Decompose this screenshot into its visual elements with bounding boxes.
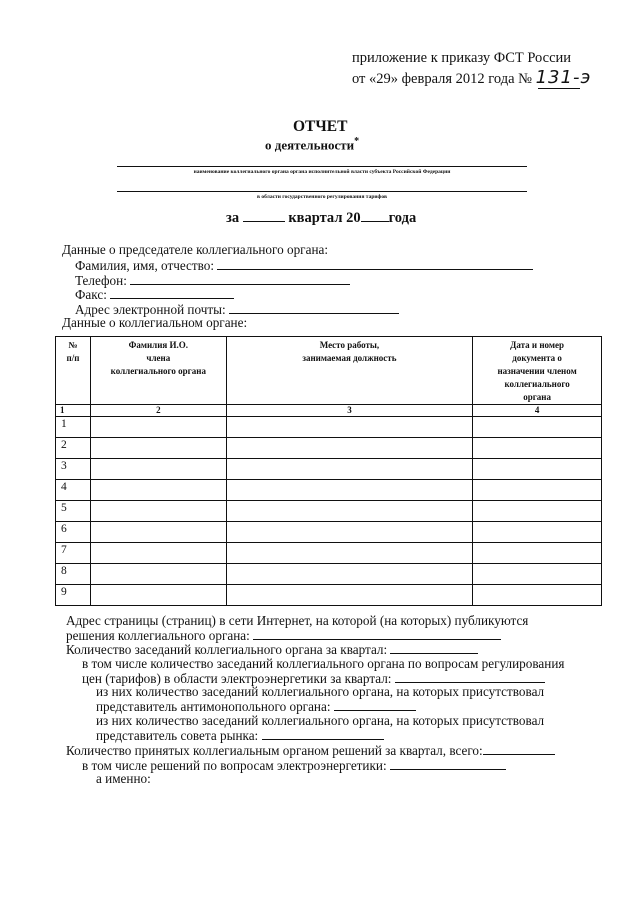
member-name-cell[interactable] <box>90 585 226 606</box>
table-row <box>56 543 602 564</box>
chairman-heading: Данные о председателе коллегиального органа: <box>62 242 329 257</box>
member-name-cell[interactable] <box>90 438 226 459</box>
column-number: 4 <box>473 405 602 417</box>
workplace-cell[interactable] <box>226 501 472 522</box>
appointment-cell[interactable] <box>473 522 602 543</box>
order-date: от «29» февраля 2012 года № <box>352 71 532 87</box>
body-heading: Данные о коллегиальном органе: <box>62 315 248 330</box>
member-name-cell[interactable] <box>90 480 226 501</box>
area-caption: в области государственного регулирования тарифов <box>257 194 387 200</box>
chairman-fax-field[interactable] <box>110 286 234 299</box>
market-council-row: представитель совета рынка: <box>96 727 384 744</box>
footnote-mark: * <box>354 136 360 147</box>
decisions-energy-row: в том числе решений по вопросам электроэнергетики: <box>82 757 506 774</box>
market-council-field[interactable] <box>262 727 384 740</box>
meetings-row: Количество заседаний коллегиального органа за квартал: <box>66 641 478 658</box>
table-row <box>56 480 602 501</box>
org-name-caption: наименование коллегиального органа органа исполнительной власти субъекта Российской Федерации <box>193 169 451 175</box>
workplace-cell[interactable] <box>226 417 472 438</box>
report-title: ОТЧЕТ <box>293 118 348 135</box>
member-name-cell[interactable] <box>90 543 226 564</box>
table-row <box>56 501 602 522</box>
decisions-energy-field[interactable] <box>390 757 506 770</box>
column-number: 3 <box>226 405 472 417</box>
appointment-cell[interactable] <box>473 564 602 585</box>
workplace-cell[interactable] <box>226 543 472 564</box>
org-name-line <box>117 166 527 167</box>
meetings-tariff-field[interactable] <box>395 670 545 683</box>
chairman-name-label: Фамилия, имя, отчество: <box>75 258 215 273</box>
col-header-member: Фамилия И.О. члена коллегиального органа <box>90 337 226 405</box>
order-number-underline <box>538 88 580 89</box>
area-line <box>117 191 527 192</box>
antimonopoly-field[interactable] <box>334 698 416 711</box>
member-name-cell[interactable] <box>90 501 226 522</box>
namely-label: а именно: <box>96 771 151 786</box>
appointment-cell[interactable] <box>473 585 602 606</box>
row-number: 3 <box>56 459 91 480</box>
table-row <box>56 522 602 543</box>
col-header-appointment: Дата и номер документа о назначении членом коллегиального органа <box>473 337 602 405</box>
workplace-cell[interactable] <box>226 438 472 459</box>
meetings-tariff-text: в том числе количество заседаний коллегиального органа по вопросам регулирования <box>82 656 565 671</box>
report-period: за квартал 20 года <box>226 210 417 226</box>
row-number: 9 <box>56 585 91 606</box>
col-header-number: № п/п <box>56 337 91 405</box>
workplace-cell[interactable] <box>226 459 472 480</box>
row-number: 5 <box>56 501 91 522</box>
workplace-cell[interactable] <box>226 522 472 543</box>
table-header-row <box>56 337 602 405</box>
row-number: 4 <box>56 480 91 501</box>
table-row <box>56 585 602 606</box>
appointment-cell[interactable] <box>473 438 602 459</box>
decisions-field[interactable] <box>483 742 555 755</box>
col-header-workplace: Место работы, занимаемая должность <box>226 337 472 405</box>
row-number: 8 <box>56 564 91 585</box>
appointment-cell[interactable] <box>473 501 602 522</box>
chairman-phone-field[interactable] <box>130 272 350 285</box>
order-reference-line1: приложение к приказу ФСТ России <box>352 50 572 66</box>
row-number: 6 <box>56 522 91 543</box>
meetings-tariff-row: цен (тарифов) в области электроэнергетики за квартал: <box>82 670 545 687</box>
row-number: 7 <box>56 543 91 564</box>
appointment-cell[interactable] <box>473 543 602 564</box>
member-name-cell[interactable] <box>90 522 226 543</box>
appointment-cell[interactable] <box>473 417 602 438</box>
internet-address-field[interactable] <box>253 627 501 640</box>
quarter-blank <box>243 209 285 222</box>
report-subtitle: о деятельности* <box>265 136 360 153</box>
member-name-cell[interactable] <box>90 564 226 585</box>
workplace-cell[interactable] <box>226 564 472 585</box>
antimonopoly-row: представитель антимонопольного органа: <box>96 698 416 715</box>
chairman-name-field[interactable] <box>217 257 533 270</box>
appointment-cell[interactable] <box>473 480 602 501</box>
member-name-cell[interactable] <box>90 459 226 480</box>
chairman-fax-label: Факс: <box>75 287 107 302</box>
table-row <box>56 459 602 480</box>
meetings-field[interactable] <box>390 641 478 654</box>
table-row <box>56 417 602 438</box>
workplace-cell[interactable] <box>226 585 472 606</box>
members-table <box>55 336 602 606</box>
order-reference-line2 <box>352 67 591 88</box>
table-row <box>56 438 602 459</box>
antimonopoly-text: из них количество заседаний коллегиального органа, на которых присутствовал <box>96 684 545 699</box>
column-numbering-row <box>56 405 602 417</box>
table-row <box>56 564 602 585</box>
row-number: 2 <box>56 438 91 459</box>
row-number: 1 <box>56 417 91 438</box>
market-council-text: из них количество заседаний коллегиального органа, на которых присутствовал <box>96 713 545 728</box>
year-blank <box>361 209 389 222</box>
decisions-row: Количество принятых коллегиальным органом решений за квартал, всего: <box>66 742 555 759</box>
column-number: 2 <box>90 405 226 417</box>
chairman-email-field[interactable] <box>229 301 399 314</box>
member-name-cell[interactable] <box>90 417 226 438</box>
workplace-cell[interactable] <box>226 480 472 501</box>
order-number-handwritten: 131-э <box>535 67 592 88</box>
column-number: 1 <box>56 405 91 417</box>
internet-address-text: Адрес страницы (страниц) в сети Интернет, на которой (на которых) публикуются <box>66 613 529 628</box>
internet-address-row: решения коллегиального органа: <box>66 627 501 644</box>
chairman-phone-label: Телефон: <box>75 273 127 288</box>
appointment-cell[interactable] <box>473 459 602 480</box>
chairman-email-label: Адрес электронной почты: <box>75 302 226 317</box>
